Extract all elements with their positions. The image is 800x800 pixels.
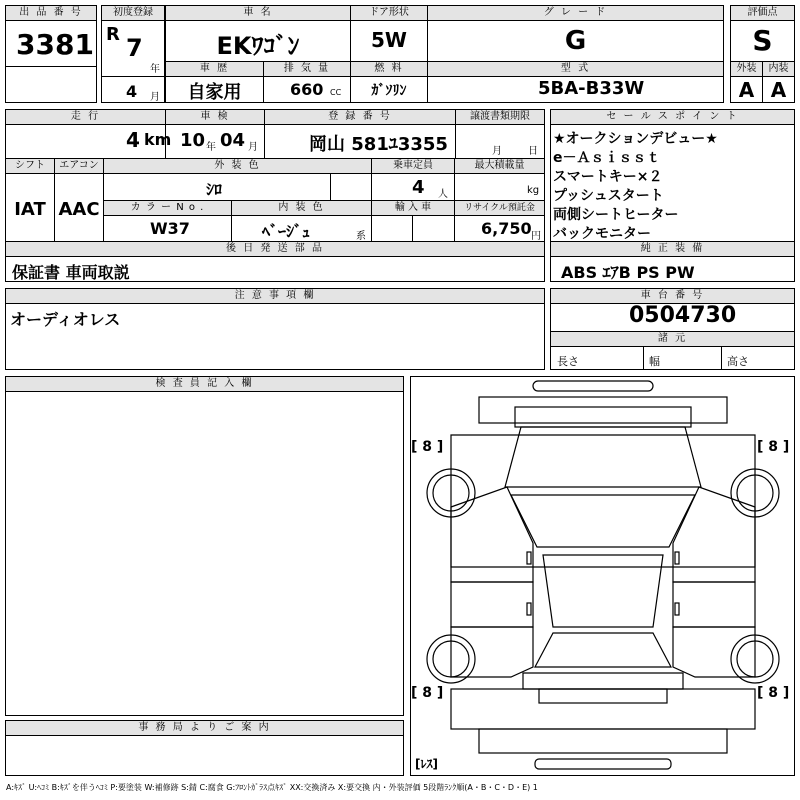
mileage-label: 走 行 [6, 110, 165, 125]
shift: IAT [14, 199, 46, 220]
transfer-month-unit: 月 [492, 146, 502, 157]
inspection-label: 車 検 [166, 110, 264, 125]
fuel: ｶﾞｿﾘﾝ [371, 83, 407, 99]
displacement: 660 [290, 80, 324, 99]
exterior-box [730, 61, 763, 103]
car-name-label: 車 名 [166, 6, 350, 21]
capacity-box [371, 158, 455, 201]
tire-front-right: [ 8 ] [757, 439, 790, 455]
sales-points-label: セ ー ル ス ポ イ ン ト [551, 110, 794, 125]
recycle-label: リサイクル預託金 [455, 201, 544, 216]
lot-number-label: 出 品 番 号 [6, 6, 96, 21]
sales-line: 両側シートヒーター [553, 207, 679, 223]
equipment-box [550, 241, 795, 282]
later-parts-box [5, 241, 545, 282]
history: 自家用 [187, 82, 242, 103]
transfer-day-unit: 日 [528, 146, 538, 157]
ac-box [54, 158, 104, 242]
capacity: 4 [412, 177, 425, 198]
registration-number-box [264, 109, 456, 159]
recycle-unit: 円 [531, 231, 541, 242]
notes-label: 注 意 事 項 欄 [6, 289, 544, 304]
mileage-box [5, 109, 172, 159]
interior-color: ﾍﾞｰｼﾞｭ [262, 222, 311, 241]
mileage: 4 [126, 128, 140, 152]
month: 4 [126, 82, 138, 101]
car-name-box [165, 5, 351, 62]
displacement-label: 排 気 量 [264, 62, 350, 77]
exterior-grade: A [738, 78, 755, 102]
notes: オーディオレス [10, 310, 121, 329]
color-number: W37 [150, 219, 190, 238]
interior-color-box [231, 200, 372, 242]
car-body-diagram [411, 377, 794, 775]
divider [6, 66, 96, 67]
sales-line: スマートキー×２ [553, 169, 663, 185]
history-box [165, 61, 264, 103]
exterior-color: ｼﾛ [206, 180, 223, 199]
sales-line: ★オークションデビュー★ [553, 131, 718, 147]
tire-front-left: [ 8 ] [411, 439, 444, 455]
grade-label: グ レ ー ド [428, 6, 723, 21]
ac-label: エアコン [55, 159, 103, 174]
score-label: 評価点 [731, 6, 794, 21]
recycle-box [454, 200, 545, 242]
inspector-label: 検 査 員 記 入 欄 [6, 377, 403, 392]
sales-line: e－Ａｓｉｓｓｔ [553, 150, 661, 166]
fuel-box [350, 61, 428, 103]
color-number-label: カ ラ ー N o . [104, 201, 231, 216]
capacity-label: 乗車定員 [372, 159, 454, 174]
sales-points-box [550, 109, 795, 242]
later-parts-label: 後 日 発 送 部 品 [6, 242, 544, 257]
divider [412, 215, 413, 242]
exterior-label: 外装 [731, 62, 762, 77]
inspection-month-unit: 月 [248, 142, 258, 153]
divider [102, 76, 164, 77]
equipment: ABS ｴｱB PS PW [561, 263, 695, 282]
inspection-year: 10 [180, 130, 206, 151]
year: 7 [126, 34, 143, 62]
year-unit: 年 [150, 64, 160, 75]
import-box [371, 200, 455, 242]
grade-box [427, 5, 724, 62]
inspector-box [5, 376, 404, 716]
first-registration-box [101, 5, 165, 103]
spare-tire: [ﾚｽ] [415, 757, 438, 771]
door: 5W [371, 28, 407, 52]
model-box [427, 61, 724, 103]
recycle: 6,750 [481, 219, 532, 238]
divider [643, 346, 644, 370]
office-label: 事 務 局 よ り ご 案 内 [6, 721, 403, 736]
shift-label: シフト [6, 159, 54, 174]
car-diagram-box [410, 376, 795, 776]
capacity-unit: 人 [438, 189, 448, 200]
exterior-color-label: 外 装 色 [104, 159, 371, 174]
history-label: 車 歴 [166, 62, 263, 77]
lot-number: 3381 [16, 28, 94, 61]
tire-rear-left: [ 8 ] [411, 685, 444, 701]
mileage-unit: km [144, 130, 172, 149]
car-name: EKﾜｺﾞﾝ [216, 32, 300, 60]
sales-line: プッシュスタート [553, 188, 664, 204]
lot-number-box [5, 5, 97, 103]
exterior-color-box [103, 158, 372, 201]
width-label: 幅 [649, 355, 660, 368]
transfer-box [455, 109, 545, 159]
legend: A:ｷｽﾞ U:ﾍｺﾐ B:ｷｽﾞを伴うﾍｺﾐ P:要塗装 W:補修跡 S:錆 C:腐食 G:ﾌﾛﾝﾄｶﾞﾗｽ点ｷｽﾞ XX:交換済み X:要交換 内・外装評価 5段階ﾗﾝｸ順(A・B・C・D・E) 1 [6, 783, 538, 792]
interior-grade: A [770, 78, 787, 102]
max-load-box [454, 158, 545, 201]
fuel-label: 燃 料 [351, 62, 427, 77]
inspection-month: 04 [220, 130, 246, 151]
office-box [5, 720, 404, 776]
model: 5BA-B33W [538, 78, 645, 99]
inspection-year-unit: 年 [206, 142, 216, 153]
month-unit: 月 [150, 92, 160, 103]
max-load-unit: kg [527, 185, 540, 196]
registration-number-label: 登 録 番 号 [265, 110, 455, 125]
interior-label: 内装 [763, 62, 794, 77]
transfer-label: 譲渡書類期限 [456, 110, 544, 125]
interior-box [762, 61, 795, 103]
tire-rear-right: [ 8 ] [757, 685, 790, 701]
registration-number: 岡山 581ﾕ3355 [309, 134, 448, 155]
equipment-label: 純 正 装 備 [551, 242, 794, 257]
later-parts: 保証書 車両取説 [12, 263, 130, 282]
divider [721, 346, 722, 370]
chassis-number: 0504730 [629, 303, 737, 328]
model-label: 型 式 [428, 62, 723, 77]
era: R [106, 24, 120, 45]
divider [330, 173, 331, 201]
grade: G [564, 26, 587, 56]
chassis-box [550, 288, 795, 370]
notes-box [5, 288, 545, 370]
chassis-label: 車 台 番 号 [551, 289, 794, 304]
shift-box [5, 158, 55, 242]
specs-label: 諸 元 [551, 331, 794, 347]
color-number-box [103, 200, 232, 242]
interior-color-unit: 系 [356, 231, 366, 242]
import-label: 輸 入 車 [372, 201, 454, 216]
ac: AAC [58, 199, 100, 220]
first-registration-label: 初度登録 [102, 6, 164, 21]
displacement-box [263, 61, 351, 103]
displacement-unit: CC [330, 88, 342, 97]
length-label: 長さ [557, 355, 579, 368]
inspection-box [165, 109, 265, 159]
max-load-label: 最大積載量 [455, 159, 544, 174]
sales-line: バックモニター [553, 226, 651, 242]
height-label: 高さ [727, 355, 749, 368]
door-box [350, 5, 428, 62]
interior-color-label: 内 装 色 [232, 201, 371, 216]
door-label: ドア形状 [351, 6, 427, 21]
score-box [730, 5, 795, 62]
score: S [752, 24, 773, 57]
